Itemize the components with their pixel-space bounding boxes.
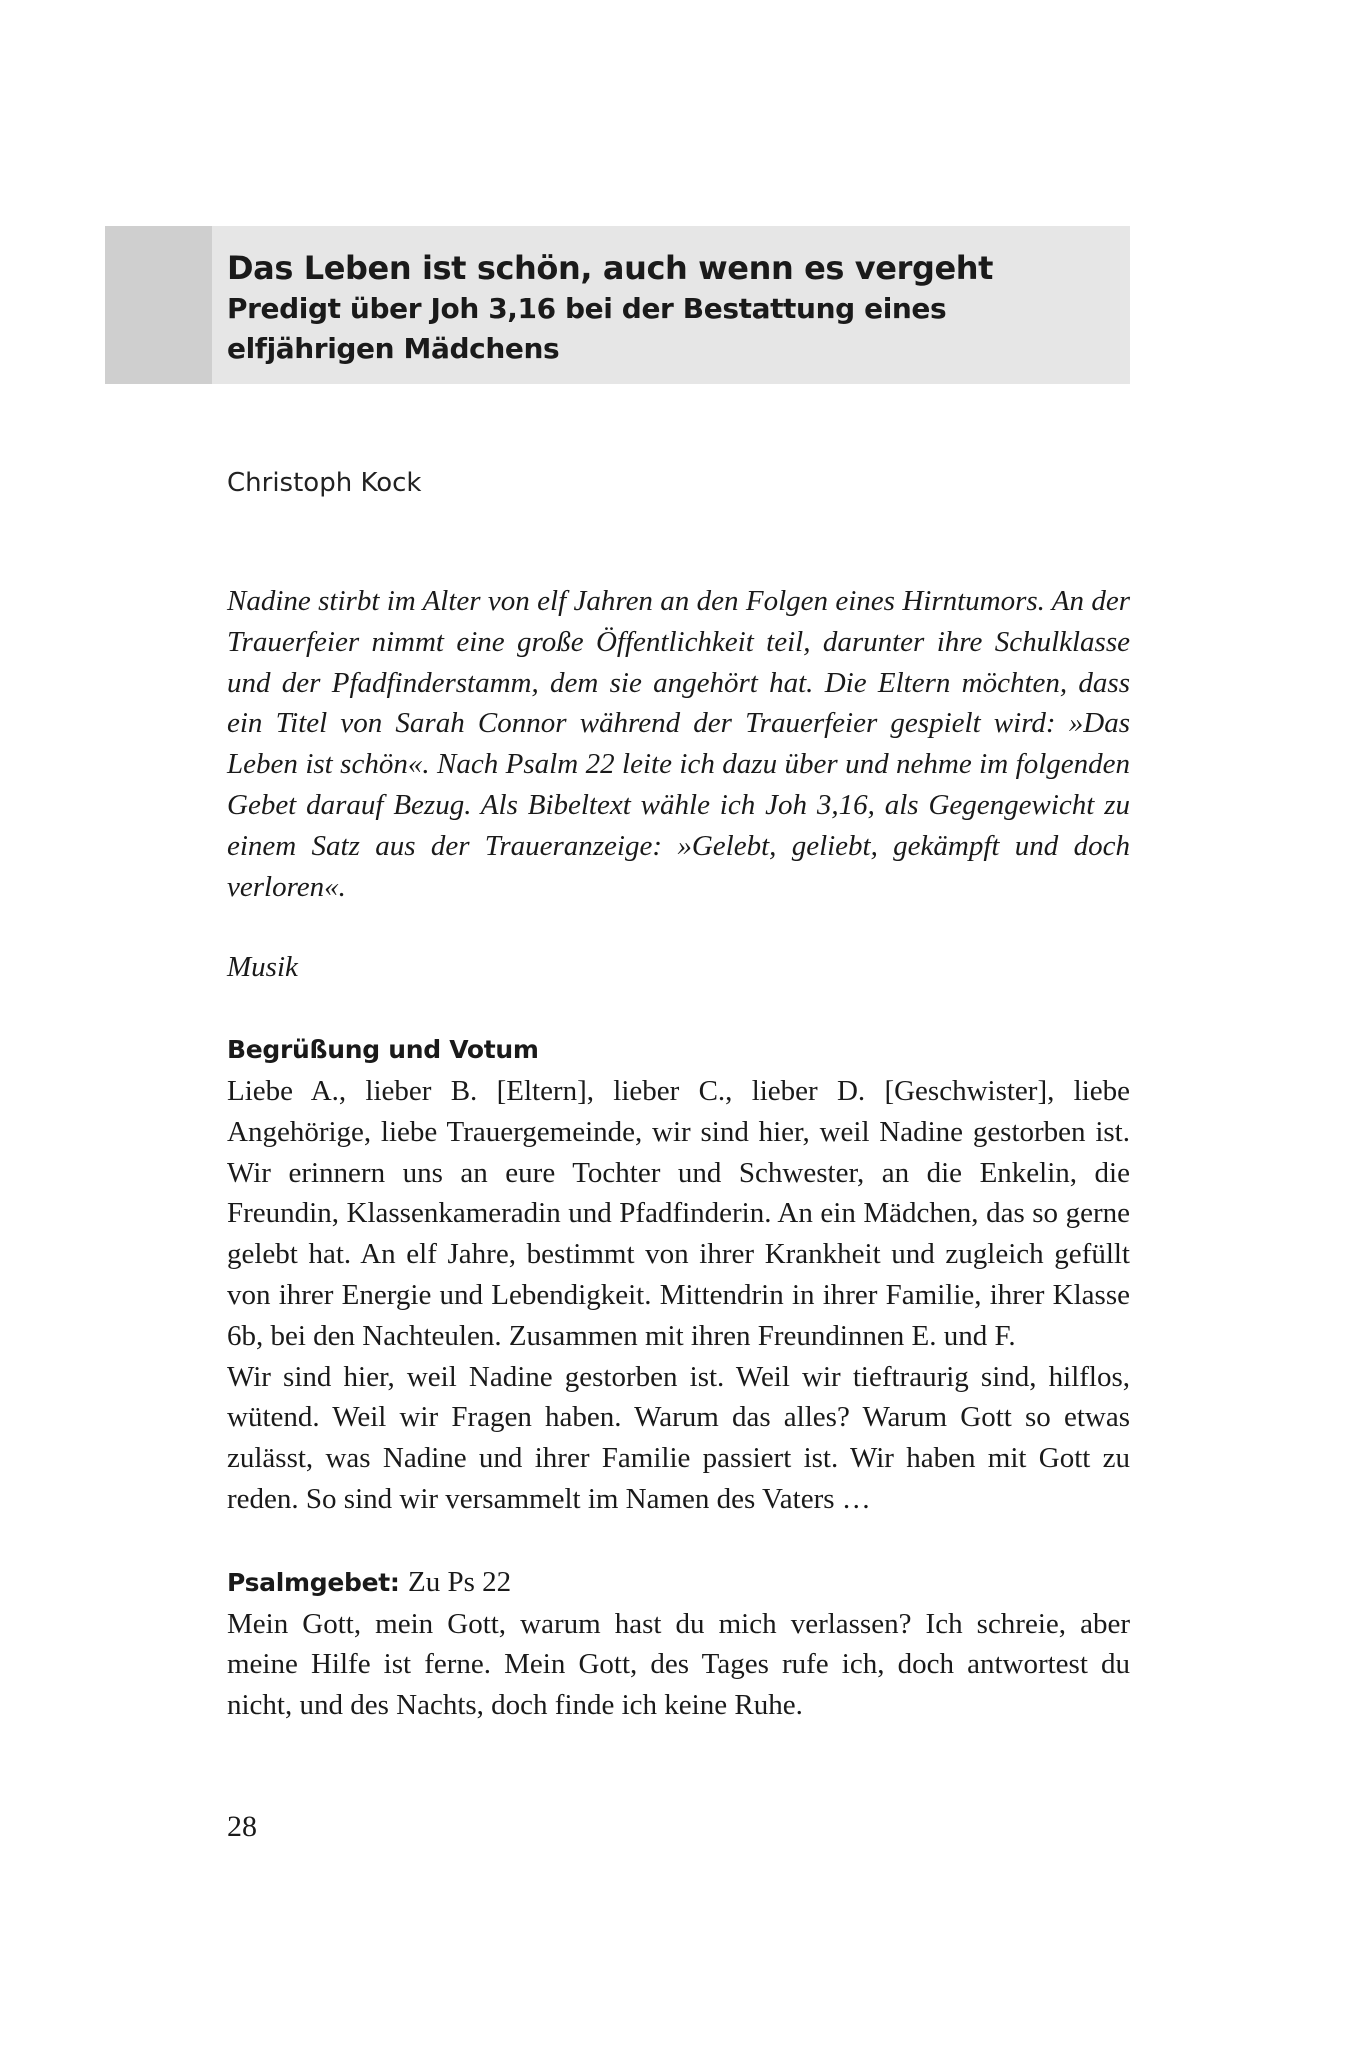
greeting-paragraph-2: Wir sind hier, weil Nadine gestorben ist. Weil wir tieftraurig sind, hilflos, wütend. Weil wir Fragen haben. Warum das alles? Warum Gott so etwas zulässt, was Nadine und ihrer Familie passiert ist. Wir haben mit Gott zu reden. So sind wir versammelt im Namen des Vaters … <box>227 1360 1130 1515</box>
music-label: Musik <box>227 951 298 984</box>
psalm-heading: Psalmgebet: <box>227 1567 409 1597</box>
page-number: 28 <box>227 1810 257 1843</box>
greeting-heading: Begrüßung und Votum <box>227 1035 539 1065</box>
psalm-heading-line <box>227 1562 1130 1604</box>
chapter-title: Das Leben ist schön, auch wenn es vergeht <box>227 249 994 287</box>
intro-paragraph: Nadine stirbt im Alter von elf Jahren an den Folgen eines Hirntumors. An der Trauerfeier nimmt eine große Öffentlichkeit teil, darunter ihre Schulklasse und der Pfadfinderstamm, dem sie angehört hat. Die Eltern möchten, dass ein Titel von Sarah Connor während der Trauerfeier gespielt wird: »Das Leben ist schön«. Nach Psalm 22 leite ich dazu über und nehme im folgenden Gebet darauf Bezug. Als Bibeltext wähle ich Joh 3,16, als Gegengewicht zu einem Satz aus der Traueranzeige: »Gelebt, geliebt, gekämpft und doch verloren«. <box>227 585 1130 903</box>
chapter-subtitle: Predigt über Joh 3,16 bei der Bestattung eines elfjährigen Mädchens <box>227 292 947 365</box>
body-content <box>227 581 1130 1726</box>
psalm-reference: Zu Ps 22 <box>408 1565 512 1598</box>
psalm-text: Mein Gott, mein Gott, warum hast du mich verlassen? Ich schreie, aber meine Hilfe ist ferne. Mein Gott, des Tages rufe ich, doch antwortest du nicht, und des Nachts, doch finde ich keine Ruhe. <box>227 1607 1130 1722</box>
title-band-accent <box>105 226 212 384</box>
psalm-section <box>227 1562 1130 1726</box>
greeting-paragraph-1: Liebe A., lieber B. [Eltern], lieber C., lieber D. [Geschwister], liebe Angehörige, liebe Trauergemeinde, wir sind hier, weil Nadine gestorben ist. Wir erinnern uns an eure Tochter und Schwester, an die Enkelin, die Freundin, Klassenkameradin und Pfadfinderin. An ein Mädchen, das so gerne gelebt hat. An elf Jahre, bestimmt von ihrer Krankheit und zugleich gefüllt von ihrer Energie und Lebendigkeit. Mittendrin in ihrer Familie, ihrer Klasse 6b, bei den Nachteulen. Zusammen mit ihren Freundinnen E. und F. <box>227 1074 1130 1352</box>
greeting-section <box>227 1030 1130 1520</box>
author-name: Christoph Kock <box>227 468 422 498</box>
chapter-title-block <box>227 247 1117 369</box>
